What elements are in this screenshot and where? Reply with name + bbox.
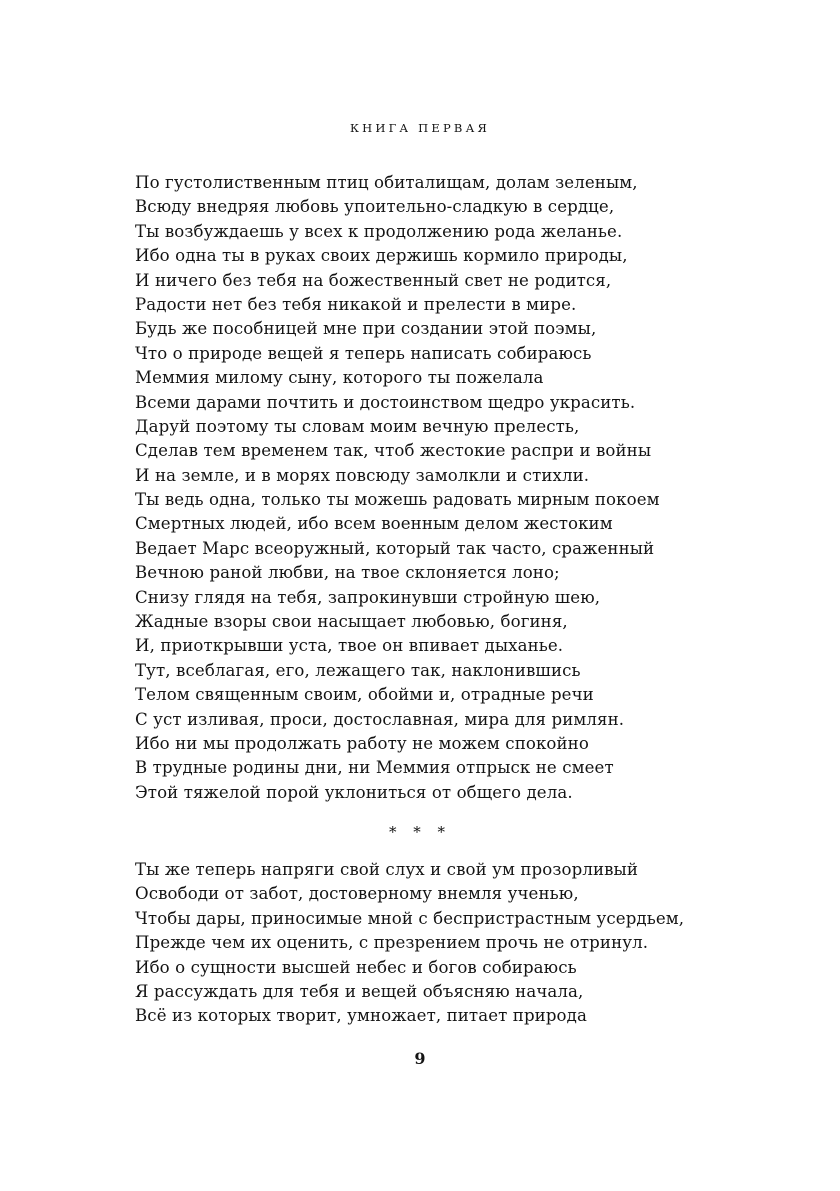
verse-line: Жадные взоры свои насыщает любовью, богиня, xyxy=(135,612,568,632)
verse-line: Прежде чем их оценить, с презрением прочь не отринул. xyxy=(135,933,649,953)
page-number: 9 xyxy=(414,1049,426,1068)
verse-line: Этой тяжелой порой уклониться от общего дела. xyxy=(135,782,573,802)
verse-line: Ведает Марс всеоружный, который так часто, сраженный xyxy=(135,538,655,558)
verse-line: В трудные родины дни, ни Меммия отпрыск не смеет xyxy=(135,758,614,778)
verse-line: Телом священным своим, обойми и, отрадные речи xyxy=(135,685,594,705)
verse-line: Всеми дарами почтить и достоинством щедро украсить. xyxy=(135,392,636,412)
verse-line: Тут, всеблагая, его, лежащего так, наклонившись xyxy=(135,660,581,680)
verse-line: И на земле, и в морях повсюду замолкли и стихли. xyxy=(135,465,590,485)
verse-line: Ты возбуждаешь у всех к продолжению рода желанье. xyxy=(135,221,623,241)
verse-line: И ничего без тебя на божественный свет не родится, xyxy=(135,270,612,290)
stanza-1 xyxy=(135,171,660,805)
verse-line: Освободи от забот, достоверному внемля ученью, xyxy=(135,884,579,904)
verse-line: С уст изливая, проси, достославная, мира для римлян. xyxy=(135,709,625,729)
verse-line: Чтобы дары, приносимые мной с беспристрастным усердьем, xyxy=(135,908,685,928)
verse-line: Ибо о сущности высшей небес и богов собираюсь xyxy=(135,957,577,977)
running-head: КНИГА ПЕРВАЯ xyxy=(350,121,490,135)
verse-line: Я рассуждать для тебя и вещей объясняю начала, xyxy=(135,981,584,1001)
verse-line: По густолиственным птиц обиталищам, долам зеленым, xyxy=(135,173,638,192)
verse-line: Ты ведь одна, только ты можешь радовать мирным покоем xyxy=(135,490,660,510)
verse-line: Сделав тем временем так, чтоб жестокие распри и войны xyxy=(135,441,652,461)
verse-line: И, приоткрывши уста, твое он впивает дыханье. xyxy=(135,636,564,656)
verse-line: Всюду внедряя любовь упоительно-сладкую в сердце, xyxy=(135,197,615,217)
verse-line: Ибо ни мы продолжать работу не можем спокойно xyxy=(135,733,589,753)
verse-line: Даруй поэтому ты словам моим вечную прелесть, xyxy=(135,416,580,436)
verse-line: Вечною раной любви, на твое склоняется лоно; xyxy=(135,563,560,583)
verse-line: Ты же теперь напряги свой слух и свой ум прозорливый xyxy=(135,860,639,879)
verse-line: Будь же пособницей мне при создании этой поэмы, xyxy=(135,319,597,339)
verse-line: Что о природе вещей я теперь написать собираюсь xyxy=(135,343,592,363)
verse-line: Ибо одна ты в руках своих держишь кормило природы, xyxy=(135,246,628,266)
verse-line: Меммия милому сыну, которого ты пожелала xyxy=(135,368,544,388)
stanza-2 xyxy=(135,858,684,1029)
section-separator: * * * xyxy=(388,823,452,841)
verse-line: Смертных людей, ибо всем военным делом жестоким xyxy=(135,514,613,534)
verse-line: Радости нет без тебя никакой и прелести в мире. xyxy=(135,294,577,314)
verse-line: Всё из которых творит, умножает, питает природа xyxy=(135,1006,587,1026)
verse-line: Снизу глядя на тебя, запрокинувши стройную шею, xyxy=(135,587,601,607)
